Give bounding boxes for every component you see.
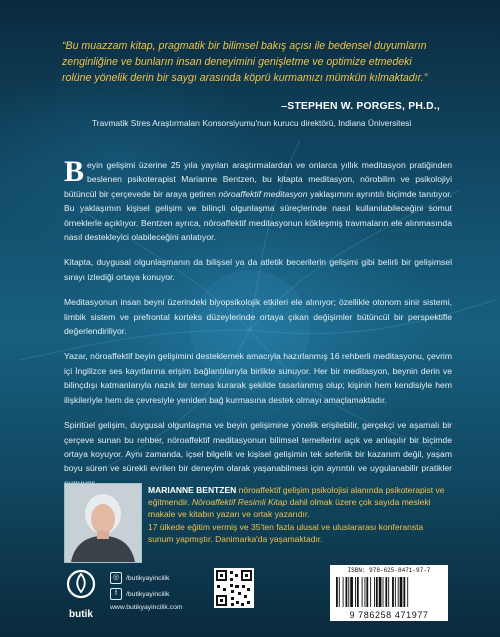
author-bio: MARIANNE BENTZEN nöroaffektif gelişim psikolojisi alanında psikoterapist ve eğitmendir. Nöroaffektif Resimli Kitap dahil olmak üzere çok sayıda mesleki makale ve kitabın yazarı ve ortak yazarıdır. 17 ülkede eğitim vermiş ve 35'ten fazla ulusal ve uluslararası konferansta sunum yapmıştır. Danimarka'da yaşamaktadır. [148, 485, 445, 544]
endorsement-quote: “Bu muazzam kitap, pragmatik bir bilimsel bakış açısı ile bedensel duyumların zenginliğine ve bunların insan deneyimini genişletme ve optimize etmedeki rolüne yönelik derin bir saygı arasında köprü kurmamızı mümkün kılmaktadır.” [62, 40, 428, 84]
book-description [64, 155, 452, 501]
description-paragraph: Yazar, nöroaffektif beyin gelişimini desteklemek amacıyla hazırlanmış 16 rehberli meditasyonu, çevrim içi İngilizce ses kayıtlarına erişim bağlantılarıyla birlikte sunuyor. Her bir meditasyon, beynin derin ve bilinçdışı katmanlarıyla nazık bir temas kurarak şekilde tasarlanmış olup; kişinin hem kendisiyle hem ilişkileriyle hem de çevresiyle yeniden bağ kurmasına destek olmayı amaçlamaktadır. [64, 351, 452, 405]
publisher-logo [64, 566, 98, 620]
butik-logo-icon [64, 566, 98, 604]
author-portrait-image [65, 484, 141, 562]
website-link[interactable]: www.butikyayincilik.com [110, 604, 183, 611]
facebook-handle[interactable]: f /butikyayincilik [110, 588, 169, 600]
author-name: MARIANNE BENTZEN [148, 485, 237, 495]
description-paragraph: Meditasyonun insan beyni üzerindeki biyopsikolojik etkileri ele alınıyor; özellikle otonom sinir sistemi, limbik sistem ve prefrontal korteks düzeylerinde ortaya çıkan değişimler bütüncül bir perspektifle değerlendiriliyor. [64, 297, 452, 337]
publisher-brand: butik [69, 609, 93, 620]
drop-cap: B [64, 155, 85, 188]
qr-code[interactable] [214, 568, 254, 608]
endorser-title: Travmatik Stres Araştırmaları Konsorsiyumu'nun kurucu direktörü, Indiana Üniversitesi [92, 118, 412, 128]
instagram-handle[interactable]: ◎ /butikyayincilik [110, 572, 169, 584]
isbn-label: ISBN: 978-625-8471-97-7 [347, 567, 431, 574]
facebook-icon: f [110, 588, 122, 600]
description-paragraph: Kitapta, duygusal olgunlaşmanın da bilişsel ya da atletik becerilerin gelişimi gibi belirli bir gelişimsel sırayı izlediği ortaya konuyor. [64, 257, 452, 282]
description-paragraph: Beyin gelişimi üzerine 25 yıla yayılan araştırmalardan ve onlarca yıllık meditasyon pratiğinden beslenen psikoterapist Marianne Bentzen, bu kitapta meditasyon, nörobilim ve psikolojiyi bütüncül bir çerçevede bir araya getiren nöroaffektif meditasyon yaklaşımını ayrıntılı biçimde tanıtıyor. Bu yaklaşımın kişisel gelişim ve bilinçli olgunlaşma süreçlerinde nasıl kullanılabileceğini somut örneklerle açıklıyor. Bentzen ayrıca, nöroaffektif meditasyonun kökleşmiş travmaların ele alınmasında nasıl destekleyici olabileceğini anlatıyor. [64, 155, 452, 243]
instagram-icon: ◎ [110, 572, 122, 584]
barcode-number: 9 786258 471977 [349, 610, 429, 620]
description-paragraph: Spiritüel gelişim, duygusal olgunlaşma ve beyin gelişimine yönelik erişilebilir, gerçekçi ve aşamalı bir çerçeve sunan bu rehber, nöroaffektif meditasyonun bilimsel temellerini açık ve anlaşılır bir biçimde ortaya koyuyor. Aynı zamanda, içsel bilgelik ve kişisel gelişimin tek seferlik bir kazanım değil, yaşam boyu süren ve sürekli evrilen bir deneyim olarak yaşanabilmesi için ayrıntılı ve uygulanabilir pratikler [64, 420, 452, 474]
barcode-bars [334, 577, 444, 607]
qr-code-image [214, 568, 254, 608]
isbn-barcode [330, 565, 448, 621]
author-photo [64, 483, 142, 563]
endorser-name: –STEPHEN W. PORGES, PH.D., [281, 101, 440, 112]
